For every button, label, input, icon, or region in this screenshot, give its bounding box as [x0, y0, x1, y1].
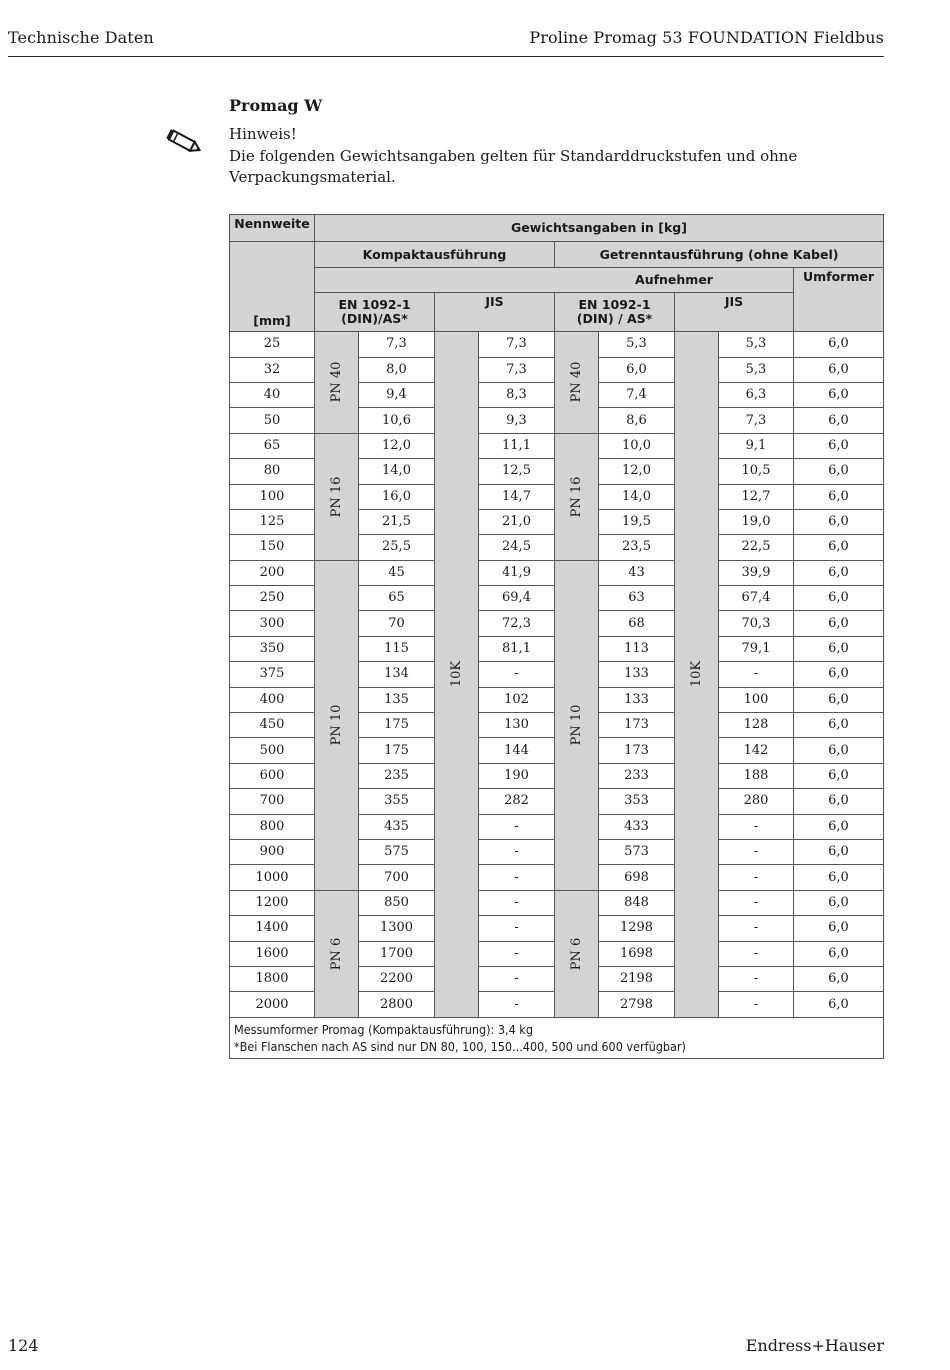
table-footnote — [230, 1017, 884, 1058]
aufnehmer-en-cell: 63 — [599, 586, 675, 611]
umformer-cell: 6,0 — [794, 738, 884, 763]
note-label: Hinweis! — [229, 125, 297, 143]
nennweite-cell: 80 — [230, 459, 315, 484]
aufnehmer-en-cell: 113 — [599, 636, 675, 661]
kompakt-jis-cell: 282 — [479, 789, 555, 814]
pressure-class-kompakt — [315, 332, 359, 434]
kompakt-jis-cell: 14,7 — [479, 484, 555, 509]
page-number: 124 — [8, 1336, 39, 1355]
pressure-class-aufnehmer — [555, 433, 599, 560]
aufnehmer-jis-cell: 142 — [719, 738, 794, 763]
header-en-getrennt-line1: EN 1092-1 — [578, 297, 651, 313]
jis-class-aufnehmer-label: 10K — [688, 661, 704, 688]
kompakt-jis-cell: - — [479, 966, 555, 991]
aufnehmer-jis-cell: - — [719, 814, 794, 839]
kompakt-en-cell: 1300 — [359, 916, 435, 941]
aufnehmer-en-cell: 433 — [599, 814, 675, 839]
umformer-cell: 6,0 — [794, 560, 884, 585]
aufnehmer-jis-cell: - — [719, 941, 794, 966]
weight-table — [229, 214, 884, 1059]
pressure-class-kompakt — [315, 890, 359, 1017]
kompakt-jis-cell: 190 — [479, 763, 555, 788]
header-getrennt: Getrenntausführung (ohne Kabel) — [555, 242, 884, 267]
nennweite-cell: 100 — [230, 484, 315, 509]
umformer-cell: 6,0 — [794, 509, 884, 534]
kompakt-jis-cell: 72,3 — [479, 611, 555, 636]
kompakt-en-cell: 12,0 — [359, 433, 435, 458]
aufnehmer-jis-cell: 100 — [719, 687, 794, 712]
umformer-cell: 6,0 — [794, 992, 884, 1017]
table-row — [230, 560, 884, 585]
table-row — [230, 433, 884, 458]
umformer-cell: 6,0 — [794, 357, 884, 382]
aufnehmer-en-cell: 43 — [599, 560, 675, 585]
kompakt-en-cell: 175 — [359, 713, 435, 738]
aufnehmer-jis-cell: - — [719, 662, 794, 687]
brand-name: Endress+Hauser — [745, 1336, 884, 1355]
umformer-cell: 6,0 — [794, 839, 884, 864]
kompakt-en-cell: 235 — [359, 763, 435, 788]
aufnehmer-en-cell: 133 — [599, 687, 675, 712]
aufnehmer-en-cell: 5,3 — [599, 332, 675, 357]
table-row — [230, 890, 884, 915]
nennweite-cell: 400 — [230, 687, 315, 712]
jis-class-aufnehmer — [675, 332, 719, 1018]
nennweite-cell: 50 — [230, 408, 315, 433]
nennweite-cell: 350 — [230, 636, 315, 661]
header-rule — [8, 56, 884, 57]
aufnehmer-jis-cell: 22,5 — [719, 535, 794, 560]
footnote-line-1: Messumformer Promag (Kompaktausführung): 3,4 kg — [234, 1021, 533, 1037]
umformer-cell: 6,0 — [794, 433, 884, 458]
kompakt-en-cell: 2800 — [359, 992, 435, 1017]
header-aufnehmer: Aufnehmer — [555, 267, 794, 292]
kompakt-en-cell: 2200 — [359, 966, 435, 991]
kompakt-jis-cell: - — [479, 839, 555, 864]
aufnehmer-jis-cell: 5,3 — [719, 332, 794, 357]
note-text: Die folgenden Gewichtsangaben gelten für Standarddruckstufen und ohne Verpackungsmaterial. — [229, 147, 798, 186]
aufnehmer-en-cell: 12,0 — [599, 459, 675, 484]
nennweite-cell: 1600 — [230, 941, 315, 966]
header-kompakt: Kompaktausführung — [315, 242, 555, 267]
header-unit: [mm] — [253, 313, 291, 329]
aufnehmer-jis-cell: - — [719, 890, 794, 915]
kompakt-en-cell: 8,0 — [359, 357, 435, 382]
header-umformer: Umformer — [794, 267, 884, 331]
kompakt-jis-cell: - — [479, 814, 555, 839]
aufnehmer-en-cell: 173 — [599, 738, 675, 763]
aufnehmer-jis-cell: 7,3 — [719, 408, 794, 433]
aufnehmer-en-cell: 19,5 — [599, 509, 675, 534]
kompakt-jis-cell: 7,3 — [479, 332, 555, 357]
kompakt-jis-cell: 9,3 — [479, 408, 555, 433]
aufnehmer-en-cell: 14,0 — [599, 484, 675, 509]
nennweite-cell: 900 — [230, 839, 315, 864]
kompakt-jis-cell: - — [479, 916, 555, 941]
nennweite-cell: 450 — [230, 713, 315, 738]
nennweite-cell: 40 — [230, 382, 315, 407]
aufnehmer-jis-cell: 280 — [719, 789, 794, 814]
aufnehmer-en-cell: 848 — [599, 890, 675, 915]
aufnehmer-en-cell: 23,5 — [599, 535, 675, 560]
aufnehmer-jis-cell: 6,3 — [719, 382, 794, 407]
jis-class-kompakt — [435, 332, 479, 1018]
weight-table-body — [230, 332, 884, 1018]
aufnehmer-jis-cell: 12,7 — [719, 484, 794, 509]
nennweite-cell: 150 — [230, 535, 315, 560]
kompakt-jis-cell: 41,9 — [479, 560, 555, 585]
kompakt-en-cell: 700 — [359, 865, 435, 890]
pressure-class-kompakt-label: PN 6 — [328, 937, 344, 970]
kompakt-jis-cell: - — [479, 662, 555, 687]
kompakt-en-cell: 134 — [359, 662, 435, 687]
aufnehmer-en-cell: 173 — [599, 713, 675, 738]
header-en-getrennt-line2: (DIN) / AS* — [576, 311, 653, 327]
kompakt-en-cell: 355 — [359, 789, 435, 814]
aufnehmer-jis-cell: 128 — [719, 713, 794, 738]
aufnehmer-en-cell: 133 — [599, 662, 675, 687]
kompakt-jis-cell: - — [479, 865, 555, 890]
pressure-class-aufnehmer-label: PN 40 — [568, 362, 584, 403]
pressure-class-aufnehmer-label: PN 16 — [568, 476, 584, 518]
nennweite-cell: 65 — [230, 433, 315, 458]
umformer-cell: 6,0 — [794, 611, 884, 636]
umformer-cell: 6,0 — [794, 535, 884, 560]
umformer-cell: 6,0 — [794, 636, 884, 661]
table-row — [230, 332, 884, 357]
page-header-left: Technische Daten — [8, 28, 154, 47]
nennweite-cell: 1200 — [230, 890, 315, 915]
umformer-cell: 6,0 — [794, 966, 884, 991]
pressure-class-kompakt — [315, 433, 359, 560]
umformer-cell: 6,0 — [794, 408, 884, 433]
aufnehmer-jis-cell: 9,1 — [719, 433, 794, 458]
kompakt-jis-cell: 11,1 — [479, 433, 555, 458]
kompakt-en-cell: 45 — [359, 560, 435, 585]
kompakt-jis-cell: - — [479, 890, 555, 915]
kompakt-en-cell: 21,5 — [359, 509, 435, 534]
pressure-class-kompakt-label: PN 40 — [328, 362, 344, 403]
kompakt-jis-cell: 8,3 — [479, 382, 555, 407]
aufnehmer-en-cell: 68 — [599, 611, 675, 636]
kompakt-jis-cell: - — [479, 941, 555, 966]
nennweite-cell: 800 — [230, 814, 315, 839]
kompakt-en-cell: 115 — [359, 636, 435, 661]
pressure-class-kompakt — [315, 560, 359, 890]
aufnehmer-jis-cell: 67,4 — [719, 586, 794, 611]
umformer-cell: 6,0 — [794, 382, 884, 407]
kompakt-en-cell: 14,0 — [359, 459, 435, 484]
aufnehmer-jis-cell: 10,5 — [719, 459, 794, 484]
kompakt-en-cell: 7,3 — [359, 332, 435, 357]
aufnehmer-jis-cell: - — [719, 839, 794, 864]
aufnehmer-en-cell: 573 — [599, 839, 675, 864]
nennweite-cell: 32 — [230, 357, 315, 382]
kompakt-en-cell: 65 — [359, 586, 435, 611]
aufnehmer-en-cell: 233 — [599, 763, 675, 788]
kompakt-en-cell: 10,6 — [359, 408, 435, 433]
aufnehmer-en-cell: 1698 — [599, 941, 675, 966]
aufnehmer-jis-cell: 188 — [719, 763, 794, 788]
nennweite-cell: 2000 — [230, 992, 315, 1017]
kompakt-en-cell: 135 — [359, 687, 435, 712]
aufnehmer-jis-cell: 19,0 — [719, 509, 794, 534]
kompakt-jis-cell: 7,3 — [479, 357, 555, 382]
aufnehmer-jis-cell: 5,3 — [719, 357, 794, 382]
kompakt-jis-cell: 130 — [479, 713, 555, 738]
kompakt-jis-cell: 102 — [479, 687, 555, 712]
header-gewichtsangaben: Gewichtsangaben in [kg] — [315, 215, 884, 242]
umformer-cell: 6,0 — [794, 687, 884, 712]
aufnehmer-en-cell: 1298 — [599, 916, 675, 941]
umformer-cell: 6,0 — [794, 459, 884, 484]
header-en-kompakt-line2: (DIN)/AS* — [341, 311, 408, 327]
aufnehmer-jis-cell: - — [719, 916, 794, 941]
nennweite-cell: 300 — [230, 611, 315, 636]
nennweite-cell: 1000 — [230, 865, 315, 890]
header-nennweite: Nennweite — [230, 215, 315, 242]
header-jis-kompakt: JIS — [435, 293, 555, 332]
aufnehmer-jis-cell: 70,3 — [719, 611, 794, 636]
aufnehmer-en-cell: 353 — [599, 789, 675, 814]
pressure-class-kompakt-label: PN 10 — [328, 704, 344, 746]
aufnehmer-en-cell: 698 — [599, 865, 675, 890]
nennweite-cell: 250 — [230, 586, 315, 611]
kompakt-jis-cell: 12,5 — [479, 459, 555, 484]
nennweite-cell: 200 — [230, 560, 315, 585]
nennweite-cell: 25 — [230, 332, 315, 357]
header-en-getrennt — [555, 293, 675, 332]
aufnehmer-en-cell: 10,0 — [599, 433, 675, 458]
kompakt-jis-cell: 24,5 — [479, 535, 555, 560]
aufnehmer-en-cell: 7,4 — [599, 382, 675, 407]
kompakt-jis-cell: 144 — [479, 738, 555, 763]
kompakt-en-cell: 70 — [359, 611, 435, 636]
aufnehmer-en-cell: 2798 — [599, 992, 675, 1017]
aufnehmer-jis-cell: - — [719, 865, 794, 890]
kompakt-en-cell: 16,0 — [359, 484, 435, 509]
aufnehmer-jis-cell: 39,9 — [719, 560, 794, 585]
kompakt-jis-cell: 21,0 — [479, 509, 555, 534]
umformer-cell: 6,0 — [794, 763, 884, 788]
aufnehmer-jis-cell: 79,1 — [719, 636, 794, 661]
kompakt-en-cell: 1700 — [359, 941, 435, 966]
aufnehmer-en-cell: 8,6 — [599, 408, 675, 433]
page-header-right: Proline Promag 53 FOUNDATION Fieldbus — [529, 28, 884, 47]
pressure-class-aufnehmer — [555, 332, 599, 434]
kompakt-en-cell: 435 — [359, 814, 435, 839]
umformer-cell: 6,0 — [794, 789, 884, 814]
umformer-cell: 6,0 — [794, 484, 884, 509]
umformer-cell: 6,0 — [794, 941, 884, 966]
nennweite-cell: 600 — [230, 763, 315, 788]
nennweite-cell: 500 — [230, 738, 315, 763]
nennweite-cell: 1400 — [230, 916, 315, 941]
header-jis-getrennt: JIS — [675, 293, 794, 332]
nennweite-cell: 375 — [230, 662, 315, 687]
header-en-kompakt-line1: EN 1092-1 — [338, 297, 411, 313]
kompakt-jis-cell: 69,4 — [479, 586, 555, 611]
kompakt-en-cell: 175 — [359, 738, 435, 763]
nennweite-cell: 125 — [230, 509, 315, 534]
umformer-cell: 6,0 — [794, 865, 884, 890]
umformer-cell: 6,0 — [794, 713, 884, 738]
nennweite-cell: 700 — [230, 789, 315, 814]
kompakt-en-cell: 850 — [359, 890, 435, 915]
nennweite-cell: 1800 — [230, 966, 315, 991]
header-kompakt-blank — [315, 267, 555, 292]
umformer-cell: 6,0 — [794, 916, 884, 941]
umformer-cell: 6,0 — [794, 890, 884, 915]
footnote-line-2: *Bei Flanschen nach AS sind nur DN 80, 100, 150...400, 500 und 600 verfügbar) — [234, 1038, 686, 1054]
pressure-class-aufnehmer — [555, 890, 599, 1017]
umformer-cell: 6,0 — [794, 332, 884, 357]
kompakt-en-cell: 575 — [359, 839, 435, 864]
section-title: Promag W — [229, 96, 323, 115]
header-en-kompakt — [315, 293, 435, 332]
jis-class-kompakt-label: 10K — [448, 661, 464, 688]
kompakt-jis-cell: - — [479, 992, 555, 1017]
umformer-cell: 6,0 — [794, 814, 884, 839]
pressure-class-aufnehmer-label: PN 10 — [568, 704, 584, 746]
pressure-class-kompakt-label: PN 16 — [328, 476, 344, 518]
aufnehmer-jis-cell: - — [719, 966, 794, 991]
kompakt-en-cell: 9,4 — [359, 382, 435, 407]
pressure-class-aufnehmer — [555, 560, 599, 890]
umformer-cell: 6,0 — [794, 586, 884, 611]
pressure-class-aufnehmer-label: PN 6 — [568, 937, 584, 970]
umformer-cell: 6,0 — [794, 662, 884, 687]
pencil-icon — [163, 127, 205, 159]
aufnehmer-jis-cell: - — [719, 992, 794, 1017]
header-blank — [230, 242, 315, 332]
kompakt-jis-cell: 81,1 — [479, 636, 555, 661]
aufnehmer-en-cell: 6,0 — [599, 357, 675, 382]
kompakt-en-cell: 25,5 — [359, 535, 435, 560]
aufnehmer-en-cell: 2198 — [599, 966, 675, 991]
